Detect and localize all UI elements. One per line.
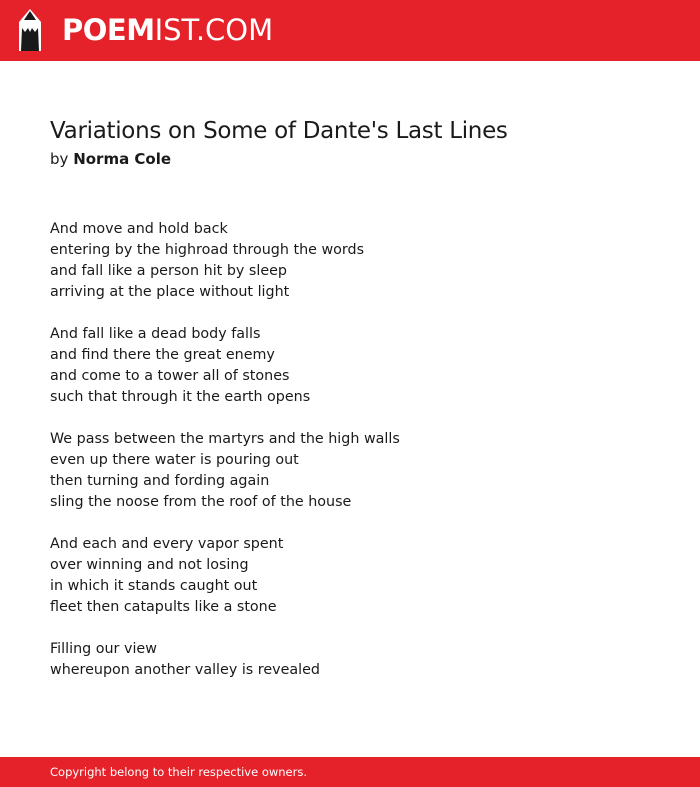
poem-line: such that through it the earth opens [50, 389, 311, 405]
poem-line: And move and hold back [50, 221, 228, 237]
site-footer [0, 757, 700, 787]
by-label: by [50, 150, 69, 168]
copyright-text: Copyright belong to their respective owners. [50, 765, 308, 779]
poem-title: Variations on Some of Dante's Last Lines [50, 118, 508, 144]
poem-line: in which it stands caught out [50, 578, 258, 594]
poem-line: and come to a tower all of stones [50, 368, 290, 384]
pencil-tip-icon[interactable] [17, 9, 43, 51]
brand-light: IST.COM [154, 13, 274, 47]
poem-line: whereupon another valley is revealed [50, 662, 321, 678]
poem-line: entering by the highroad through the words [50, 242, 365, 258]
poem-line: then turning and fording again [50, 473, 270, 489]
stanza [50, 534, 650, 618]
byline [50, 149, 171, 169]
stanza [50, 219, 650, 303]
poem-line: fleet then catapults like a stone [50, 599, 277, 615]
poem-line: sling the noose from the roof of the house [50, 494, 352, 510]
stanza [50, 429, 650, 513]
site-logo-text[interactable] [62, 13, 273, 47]
poem-line: We pass between the martyrs and the high walls [50, 431, 400, 447]
poem-line: over winning and not losing [50, 557, 249, 573]
site-header [0, 0, 700, 61]
poem-line: and fall like a person hit by sleep [50, 263, 287, 279]
poem-line: Filling our view [50, 641, 157, 657]
stanza [50, 639, 650, 681]
poem-line: And fall like a dead body falls [50, 326, 261, 342]
poem-line: and find there the great enemy [50, 347, 275, 363]
poem-line: And each and every vapor spent [50, 536, 284, 552]
author-name: Norma Cole [73, 150, 172, 168]
brand-bold: POEM [62, 13, 155, 47]
poem-line: even up there water is pouring out [50, 452, 299, 468]
poem-line: arriving at the place without light [50, 284, 290, 300]
poem-body [50, 219, 650, 702]
stanza [50, 324, 650, 408]
